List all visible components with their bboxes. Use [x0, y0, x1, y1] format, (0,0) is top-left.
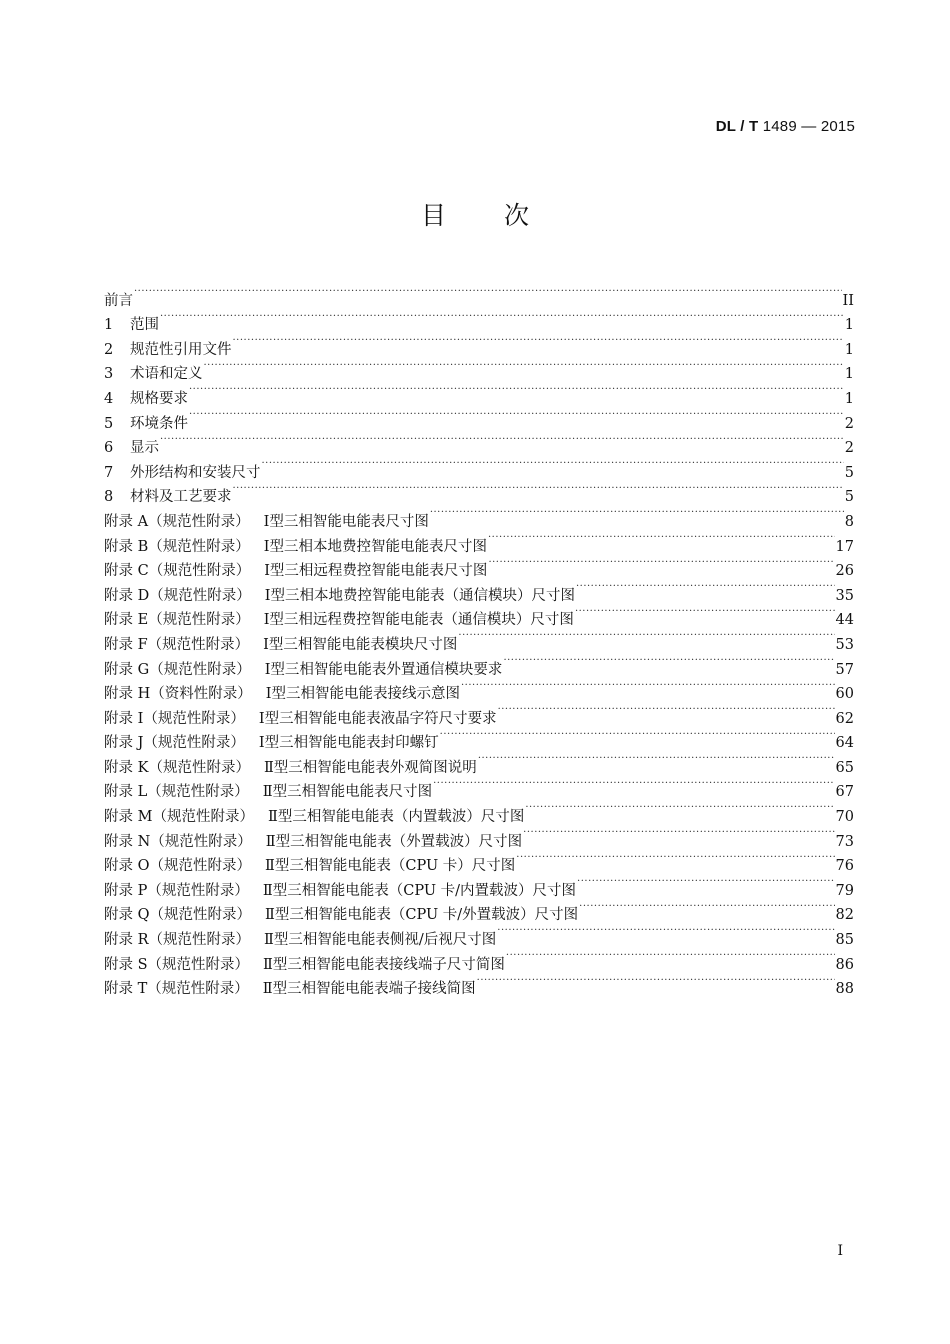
toc-entry-page: 1: [844, 317, 854, 334]
toc-entry-label: Ⅱ型三相智能电能表外观简图说明: [263, 759, 477, 776]
toc-entry-leader-dots: [261, 452, 844, 477]
toc-entry-appendix-ref: 附录 I（规范性附录）: [104, 710, 245, 727]
page-number: I: [837, 1243, 843, 1259]
toc-entry-appendix-ref: 附录 S（规范性附录）: [104, 956, 250, 973]
toc-entry-page: 64: [835, 735, 854, 752]
toc-entry[interactable]: [104, 329, 854, 358]
toc-entry-label: 前言: [104, 292, 133, 309]
toc-entry-label: Ⅱ型三相智能电能表（CPU 卡/外置载波）尺寸图: [265, 907, 579, 924]
toc-entry-leader-dots: [457, 624, 834, 649]
toc-entry-appendix-ref: 附录 M（规范性附录）: [104, 809, 254, 826]
toc-entry[interactable]: [104, 378, 854, 407]
toc-entry-appendix-ref: 附录 E（规范性附录）: [104, 612, 250, 629]
toc-entry-leader-dots: [159, 305, 844, 330]
toc-entry-label: 外形结构和安装尺寸: [130, 464, 261, 481]
toc-entry-page: 85: [835, 932, 854, 949]
toc-entry-page: 8: [844, 513, 854, 530]
toc-entry-page: 35: [835, 587, 854, 604]
toc-entry-leader-dots: [477, 747, 835, 772]
toc-entry-label: Ⅰ型三相本地费控智能电能表尺寸图: [263, 538, 487, 555]
toc-entry-appendix-ref: 附录 Q（规范性附录）: [104, 907, 251, 924]
toc-entry-leader-dots: [159, 428, 844, 453]
toc-entry[interactable]: [104, 403, 854, 432]
toc-entry-number: 1: [104, 317, 114, 334]
toc-entry-page: 70: [835, 809, 854, 826]
toc-entry-leader-dots: [460, 674, 835, 699]
toc-entry-label: Ⅰ型三相智能电能表模块尺寸图: [263, 636, 458, 653]
toc-entry-leader-dots: [522, 821, 834, 846]
toc-entry[interactable]: [104, 305, 854, 334]
toc-entry[interactable]: [104, 354, 854, 383]
page-title: 目次: [420, 201, 587, 230]
toc-entry-number: 4: [104, 390, 114, 407]
toc-entry-leader-dots: [574, 600, 835, 625]
toc-entry-label: Ⅱ型三相智能电能表（内置载波）尺寸图: [267, 809, 525, 826]
toc-entry-number: 8: [104, 489, 114, 506]
standard-code: [716, 118, 855, 135]
toc-entry[interactable]: [104, 280, 854, 309]
toc-entry-label: Ⅱ型三相智能电能表接线端子尺寸简图: [263, 956, 505, 973]
toc-entry-leader-dots: [232, 477, 844, 502]
toc-entry-label: Ⅰ型三相智能电能表液晶字符尺寸要求: [258, 710, 497, 727]
toc-entry-leader-dots: [203, 354, 844, 379]
toc-entry-appendix-ref: 附录 C（规范性附录）: [104, 563, 251, 580]
toc-entry-page: 73: [835, 833, 854, 850]
toc-entry-page: 62: [835, 710, 854, 727]
toc-entry-leader-dots: [502, 649, 834, 674]
toc-entry-page: 1: [844, 341, 854, 358]
toc-entry-label: 术语和定义: [130, 366, 203, 383]
toc-entry-page: 88: [835, 981, 854, 998]
toc-entry-leader-dots: [476, 969, 835, 994]
toc-entry-appendix-ref: 附录 P（规范性附录）: [104, 882, 249, 899]
toc-entry-appendix-ref: 附录 D（规范性附录）: [104, 587, 251, 604]
toc-entry-page: 65: [835, 759, 854, 776]
toc-entry-leader-dots: [432, 772, 834, 797]
toc-entry-page: 86: [835, 956, 854, 973]
toc-entry-page: 53: [835, 636, 854, 653]
toc-entry[interactable]: [104, 452, 854, 481]
toc-entry-label: Ⅱ型三相智能电能表尺寸图: [262, 784, 433, 801]
toc-entry-number: 6: [104, 440, 114, 457]
toc-entry-leader-dots: [133, 280, 842, 305]
toc-entry-label: Ⅰ型三相本地费控智能电能表（通信模块）尺寸图: [264, 587, 575, 604]
toc-entry-appendix-ref: 附录 B（规范性附录）: [104, 538, 250, 555]
toc-entry-label: Ⅰ型三相智能电能表封印螺钉: [258, 735, 439, 752]
toc-entry-appendix-ref: 附录 T（规范性附录）: [104, 981, 249, 998]
toc-entry-page: 82: [835, 907, 854, 924]
toc-entry-appendix-ref: 附录 H（资料性附录）: [104, 686, 252, 703]
toc-entry-appendix-ref: 附录 F（规范性附录）: [104, 636, 250, 653]
toc-entry-leader-dots: [524, 796, 834, 821]
toc-entry-label: 材料及工艺要求: [130, 489, 232, 506]
toc-entry-label: 环境条件: [130, 415, 188, 432]
toc-entry-page: 17: [835, 538, 854, 555]
toc-entry-page: 2: [844, 440, 854, 457]
toc-entry-label: Ⅰ型三相远程费控智能电能表（通信模块）尺寸图: [263, 612, 574, 629]
toc-entry-page: 67: [835, 784, 854, 801]
toc-entry-page: 5: [844, 489, 854, 506]
toc-entry-page: 79: [835, 882, 854, 899]
toc-entry-leader-dots: [439, 723, 835, 748]
standard-number: 1489 — 2015: [762, 118, 855, 135]
toc-entry-leader-dots: [515, 846, 834, 871]
toc-entry-label: 规范性引用文件: [130, 341, 232, 358]
toc-entry-number: 2: [104, 341, 114, 358]
toc-entry-label: Ⅱ型三相智能电能表端子接线简图: [262, 981, 476, 998]
toc-entry-leader-dots: [188, 378, 844, 403]
toc-entry-label: Ⅱ型三相智能电能表侧视/后视尺寸图: [264, 932, 497, 949]
toc-entry-appendix-ref: 附录 R（规范性附录）: [104, 932, 251, 949]
toc-entry-appendix-ref: 附录 L（规范性附录）: [104, 784, 249, 801]
toc-entry-leader-dots: [575, 575, 835, 600]
toc-entry[interactable]: [104, 428, 854, 457]
toc-entry-label: Ⅱ型三相智能电能表（CPU 卡）尺寸图: [265, 858, 516, 875]
toc-entry-appendix-ref: 附录 G（规范性附录）: [104, 661, 251, 678]
toc-entry-leader-dots: [429, 501, 844, 526]
toc-entry-leader-dots: [487, 526, 835, 551]
toc-entry-label: Ⅰ型三相智能电能表外置通信模块要求: [264, 661, 503, 678]
table-of-contents: [104, 280, 854, 998]
toc-entry-leader-dots: [232, 329, 844, 354]
standard-prefix: DL / T: [715, 118, 759, 135]
toc-entry-leader-dots: [496, 919, 834, 944]
toc-entry-appendix-ref: 附录 K（规范性附录）: [104, 759, 250, 776]
toc-entry-label: Ⅰ型三相智能电能表接线示意图: [265, 686, 460, 703]
toc-entry-leader-dots: [497, 698, 835, 723]
toc-entry-page: 57: [835, 661, 854, 678]
toc-entry-label: 范围: [130, 317, 159, 334]
toc-entry-leader-dots: [578, 895, 834, 920]
toc-entry-number: 3: [104, 366, 114, 383]
toc-entry-label: Ⅱ型三相智能电能表（外置载波）尺寸图: [265, 833, 523, 850]
toc-entry-leader-dots: [505, 944, 835, 969]
toc-entry-label: 规格要求: [130, 390, 188, 407]
toc-entry-page: 44: [835, 612, 854, 629]
toc-entry-page: 5: [844, 464, 854, 481]
toc-entry-label: Ⅰ型三相远程费控智能电能表尺寸图: [264, 563, 488, 580]
toc-entry-number: 5: [104, 415, 114, 432]
toc-entry-label: Ⅰ型三相智能电能表尺寸图: [263, 513, 429, 530]
toc-entry-leader-dots: [576, 870, 835, 895]
toc-entry-page: 2: [844, 415, 854, 432]
toc-entry-page: 60: [835, 686, 854, 703]
toc-entry-page: 26: [835, 563, 854, 580]
toc-entry-leader-dots: [188, 403, 844, 428]
toc-entry-page: 76: [835, 858, 854, 875]
toc-entry-label: 显示: [130, 440, 159, 457]
toc-entry-page: 1: [844, 390, 854, 407]
toc-entry-leader-dots: [487, 551, 834, 576]
toc-entry-label: Ⅱ型三相智能电能表（CPU 卡/内置载波）尺寸图: [262, 882, 577, 899]
toc-entry-appendix-ref: 附录 N（规范性附录）: [104, 833, 252, 850]
toc-entry-page: 1: [844, 366, 854, 383]
toc-entry-appendix-ref: 附录 A（规范性附录）: [104, 513, 250, 530]
toc-entry-appendix-ref: 附录 O（规范性附录）: [104, 858, 251, 875]
toc-entry-page: II: [842, 292, 854, 309]
toc-entry-appendix-ref: 附录 J（规范性附录）: [104, 735, 245, 752]
toc-entry-number: 7: [104, 464, 114, 481]
